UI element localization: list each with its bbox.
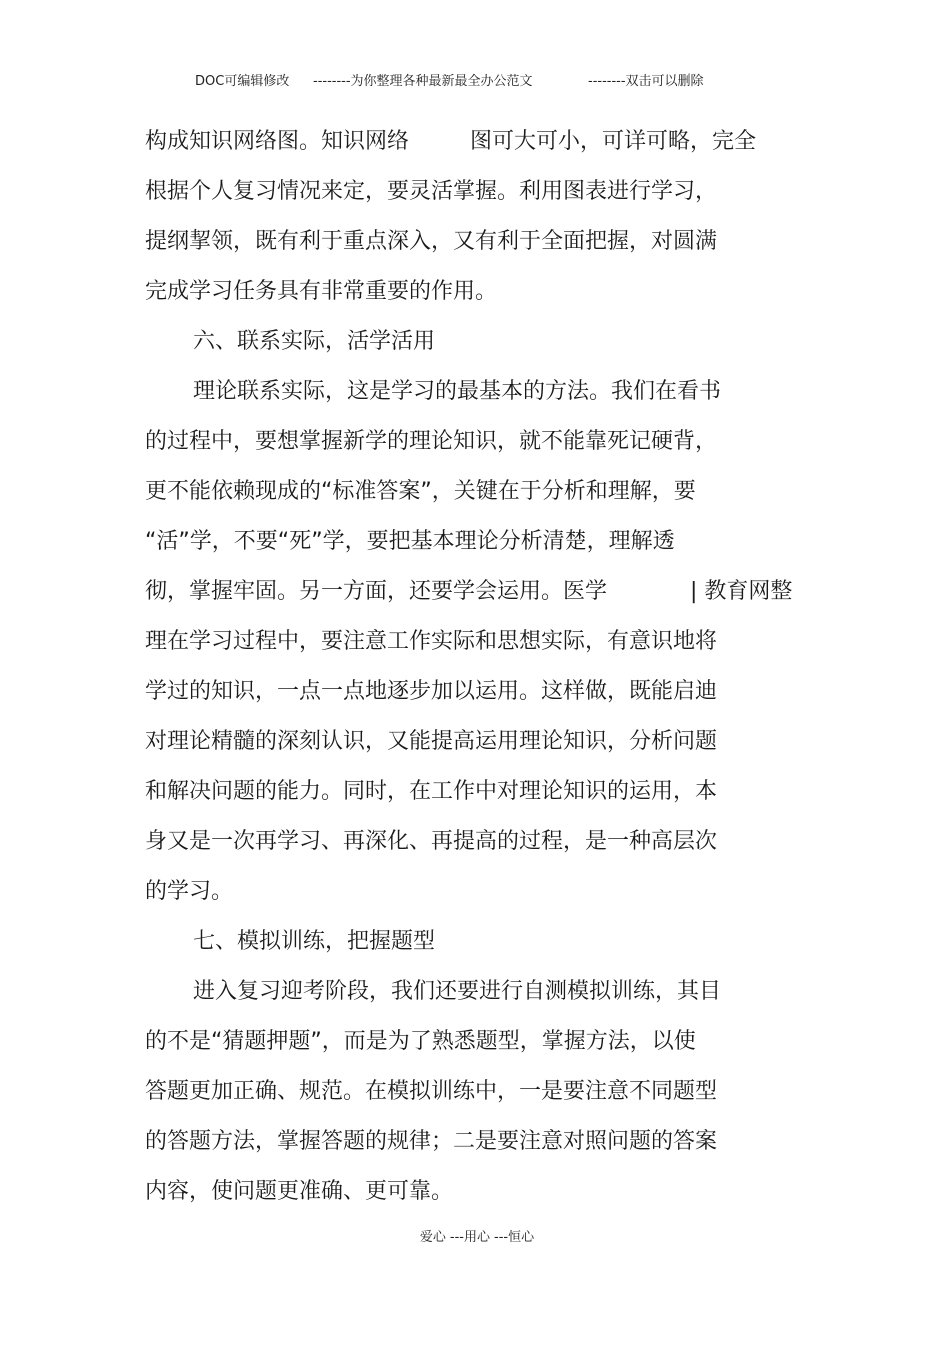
paragraph-line [0,177,718,207]
section-heading-text: 六、联系实际，活学活用 [193,329,436,354]
paragraph-line [0,1027,696,1057]
paragraph-line [0,677,718,707]
paragraph-line [0,1077,718,1107]
paragraph-line [0,627,718,657]
paragraph-line [0,427,718,457]
paragraph-line [0,227,718,257]
section-heading-text: 七、模拟训练，把握题型 [193,929,436,954]
text-fragment: 身又是一次再学习、再深化、再提高的过程，是一种高层次 [145,829,718,854]
text-fragment: | 教育网整 [690,579,793,604]
paragraph-line [0,727,718,757]
text-fragment: 理论联系实际，这是学习的最基本的方法。我们在看书 [193,379,722,404]
text-fragment: 的过程中，要想掌握新学的理论知识，就不能靠死记硬背， [145,429,718,454]
footer-text-b: ---用心 [449,1230,490,1245]
paragraph-line [0,577,793,607]
paragraph-line [0,527,675,557]
paragraph-line [0,1177,454,1207]
section-heading [0,327,436,357]
text-fragment: 学过的知识，一点一点地逐步加以运用。这样做，既能启迪 [145,679,718,704]
paragraph-line [0,827,718,857]
text-fragment: 的学习。 [145,879,234,904]
text-fragment: 内容，使问题更准确、更可靠。 [145,1179,454,1204]
paragraph-line [0,777,718,807]
text-fragment: 对理论精髓的深刻认识，又能提高运用理论知识，分析问题 [145,729,718,754]
paragraph-line [0,1127,718,1157]
text-fragment: 进入复习迎考阶段，我们还要进行自测模拟训练，其目 [193,979,722,1004]
text-fragment: 根据个人复习情况来定，要灵活掌握。利用图表进行学习， [145,179,718,204]
page-header [0,72,950,92]
text-fragment: 答题更加正确、规范。在模拟训练中，一是要注意不同题型 [145,1079,718,1104]
text-fragment: 理在学习过程中，要注意工作实际和思想实际，有意识地将 [145,629,718,654]
footer-text-c: ---恒心 [494,1230,535,1245]
header-middle-text: --------为你整理各种最新最全办公范文 [313,74,533,89]
text-fragment: 提纲挈领，既有利于重点深入，又有利于全面把握，对圆满 [145,229,718,254]
section-heading [0,927,436,957]
header-right-text: --------双击可以删除 [588,74,704,89]
text-fragment: 图可大可小，可详可略，完全 [470,129,757,154]
paragraph-line [0,477,696,507]
text-fragment: 完成学习任务具有非常重要的作用。 [145,279,498,304]
paragraph-line [0,277,498,307]
text-fragment: 更不能依赖现成的“标准答案”，关键在于分析和理解，要 [145,479,696,504]
text-fragment: 彻，掌握牢固。另一方面，还要学会运用。医学 [145,579,608,604]
text-fragment: 构成知识网络图。知识网络 [145,129,410,154]
text-fragment: “活”学，不要“死”学，要把基本理论分析清楚，理解透 [145,529,675,554]
page-footer [0,1228,950,1248]
text-fragment: 和解决问题的能力。同时，在工作中对理论知识的运用，本 [145,779,718,804]
text-fragment: 的答题方法，掌握答题的规律；二是要注意对照问题的答案 [145,1129,718,1154]
paragraph-line [0,977,722,1007]
paragraph-line [0,877,234,907]
text-fragment: 的不是“猜题押题”，而是为了熟悉题型，掌握方法，以使 [145,1029,696,1054]
header-left-text: DOC可编辑修改 [195,74,290,89]
footer-text-a: 爱心 [419,1230,446,1245]
paragraph-line [0,127,757,157]
paragraph-line [0,377,722,407]
